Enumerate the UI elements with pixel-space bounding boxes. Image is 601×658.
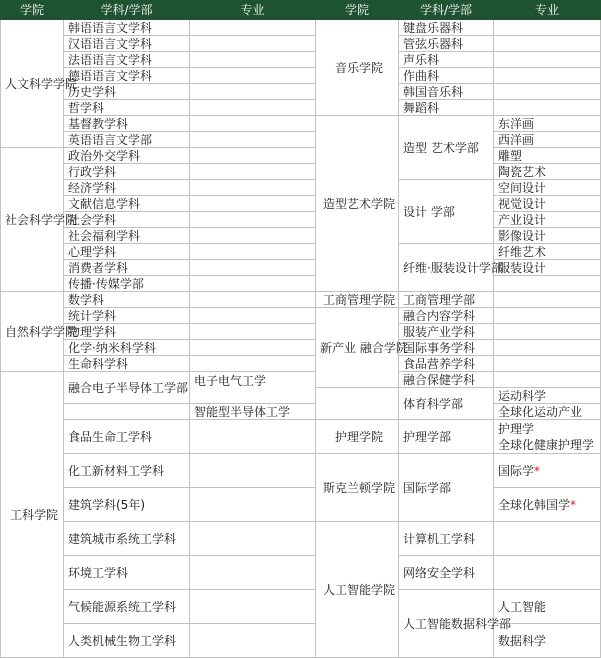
major-cell (190, 20, 316, 36)
department-cell: 网络安全学科 (399, 556, 494, 590)
star-mark: * (534, 463, 541, 478)
department-cell: 环境工学科 (64, 556, 190, 590)
department-cell: 韩语语言文学科 (64, 20, 190, 36)
major-cell: 运动科学 (494, 388, 601, 404)
major-cell (494, 340, 601, 356)
department-cell: 服装产业学科 (399, 324, 494, 340)
major-cell: 空间设计 (494, 180, 601, 196)
college-scranton: 斯克兰顿学院 (316, 454, 399, 522)
major-nursing: 护理学 (498, 421, 535, 436)
table-row (1, 276, 601, 292)
major-cell (190, 260, 316, 276)
major-cell: 产业设计 (494, 212, 601, 228)
header-major: 专业 (190, 1, 316, 20)
table-row (1, 36, 601, 52)
table-row (1, 196, 601, 212)
department-cell: 物理学科 (64, 324, 190, 340)
table-row (1, 324, 601, 340)
header-college: 学院 (1, 1, 64, 20)
major-cell (190, 308, 316, 324)
major-cell (190, 100, 316, 116)
department-cell: 化学·纳米科学科 (64, 340, 190, 356)
header-major-2: 专业 (494, 1, 601, 20)
major-cell (494, 420, 601, 454)
major-cell: 影像设计 (494, 228, 601, 244)
college-ai: 人工智能学院 (316, 522, 399, 658)
department-cell: 作曲科 (399, 68, 494, 84)
major-cell (190, 180, 316, 196)
major-cell (494, 20, 601, 36)
major-cell (190, 488, 316, 522)
table-row (1, 228, 601, 244)
college-social-sciences: 社会科学学院 (1, 148, 64, 292)
major-cell (190, 132, 316, 148)
major-cell: 视觉设计 (494, 196, 601, 212)
table-row (1, 132, 601, 148)
department-cell: 工商管理学部 (399, 292, 494, 308)
department-cell: 声乐科 (399, 52, 494, 68)
major-cell (190, 164, 316, 180)
college-engineering: 工科学院 (1, 372, 64, 658)
major-cell (190, 356, 316, 372)
major-cell (190, 624, 316, 658)
major-cell: 数据科学 (494, 624, 601, 658)
major-cell (494, 522, 601, 556)
department-cell: 护理学部 (399, 420, 494, 454)
department-cell: 建筑学科(5年) (64, 488, 190, 522)
major-cell (190, 228, 316, 244)
college-humanities: 人文科学学院 (1, 20, 64, 148)
department-cell: 韩国音乐科 (399, 84, 494, 100)
header-college-2: 学院 (316, 1, 399, 20)
major-cell (190, 454, 316, 488)
major-cell (494, 84, 601, 100)
college-sports-blank (316, 388, 399, 420)
star-mark: * (570, 497, 577, 512)
college-fine-arts: 造型艺术学院 (316, 116, 399, 292)
major-cell (494, 454, 601, 488)
department-cell: 消费者学科 (64, 260, 190, 276)
department-cell: 历史学科 (64, 84, 190, 100)
table-row (1, 180, 601, 196)
department-cell: 生命科学科 (64, 356, 190, 372)
table-row (1, 116, 601, 132)
major-cell (494, 292, 601, 308)
major-cell (494, 356, 601, 372)
table-row (1, 590, 601, 624)
major-cell: 人工智能 (494, 590, 601, 624)
department-cell: 融合保健学科 (399, 372, 494, 388)
table-row (1, 308, 601, 324)
table-row (1, 164, 601, 180)
table-row (1, 356, 601, 372)
header-department-2: 学科/学部 (399, 1, 494, 20)
department-cell: 建筑城市系统工学科 (64, 522, 190, 556)
major-cell (190, 68, 316, 84)
major-cell (190, 148, 316, 164)
major-cell (494, 52, 601, 68)
department-cell: 管弦乐器科 (399, 36, 494, 52)
major-cell (190, 324, 316, 340)
major-cell: 智能型半导体工学 (190, 404, 316, 420)
table-row (1, 454, 601, 488)
table-row (1, 20, 601, 36)
major-cell (190, 212, 316, 228)
table-row (1, 420, 601, 454)
major-cell (494, 100, 601, 116)
major-cell (190, 556, 316, 590)
department-cell: 行政学科 (64, 164, 190, 180)
major-cell (190, 52, 316, 68)
table-row (1, 340, 601, 356)
department-cell: 英语语言文学部 (64, 132, 190, 148)
major-cell: 东洋画 (494, 116, 601, 132)
department-cell: 融合内容学科 (399, 308, 494, 324)
major-cell (190, 292, 316, 308)
major-placeholder-cell: 电子电气工学 (190, 372, 316, 404)
college-natural-sciences: 自然科学学院 (1, 292, 64, 372)
major-cell (494, 372, 601, 388)
department-cell: 国际事务学科 (399, 340, 494, 356)
table-row (1, 404, 601, 420)
major-cell (190, 590, 316, 624)
table-row (1, 100, 601, 116)
department-cell: 键盘乐器科 (399, 20, 494, 36)
department-cell: 基督教学科 (64, 116, 190, 132)
table-row (1, 488, 601, 522)
department-cell: 计算机工学科 (399, 522, 494, 556)
department-cell: 心理学科 (64, 244, 190, 260)
department-cell: 食品营养学科 (399, 356, 494, 372)
major-cell (494, 488, 601, 522)
major-cell: 全球化运动产业 (494, 404, 601, 420)
table-row (1, 68, 601, 84)
major-cell: 陶瓷艺术 (494, 164, 601, 180)
department-ai-data: 人工智能数据科学部 (399, 590, 494, 658)
major-international: 国际学 (498, 463, 535, 478)
major-cell (494, 68, 601, 84)
department-cell: 人类机械生物工学科 (64, 624, 190, 658)
college-music: 音乐学院 (316, 20, 399, 116)
table-row (1, 148, 601, 164)
department-cell: 政治外交学科 (64, 148, 190, 164)
department-cell: 气候能源系统工学科 (64, 590, 190, 624)
college-nursing: 护理学院 (316, 420, 399, 454)
department-cell: 食品生命工学科 (64, 420, 190, 454)
major-cell (190, 244, 316, 260)
table-row (1, 84, 601, 100)
major-cell (190, 522, 316, 556)
major-cell: 雕塑 (494, 148, 601, 164)
department-design: 设计 学部 (399, 180, 494, 244)
major-cell (494, 324, 601, 340)
department-cell (64, 404, 190, 420)
department-cell: 汉语语言文学科 (64, 36, 190, 52)
major-cell (190, 196, 316, 212)
major-cell (190, 84, 316, 100)
department-cell: 社会学科 (64, 212, 190, 228)
table-row (1, 372, 601, 388)
department-cell: 化工新材料工学科 (64, 454, 190, 488)
department-cell: 经济学科 (64, 180, 190, 196)
department-semiconductor: 融合电子半导体工学部 (64, 372, 190, 404)
college-new-industry: 新产业 融合学院 (316, 308, 399, 388)
major-cell (190, 420, 316, 454)
department-cell: 德语语言文学科 (64, 68, 190, 84)
table-row (1, 260, 601, 276)
college-business: 工商管理学院 (316, 292, 399, 308)
major-global-health: 全球化健康护理学 (498, 437, 595, 452)
table-row (1, 292, 601, 308)
department-cell: 统计学科 (64, 308, 190, 324)
major-global-korean: 全球化韩国学 (498, 497, 571, 512)
major-cell: 纤维艺术 (494, 244, 601, 260)
major-cell (494, 36, 601, 52)
department-cell: 社会福利学科 (64, 228, 190, 244)
header-row (1, 1, 601, 20)
department-textile: 纤维·服装设计学部 (399, 244, 494, 292)
department-cell: 文献信息学科 (64, 196, 190, 212)
table-row (1, 522, 601, 556)
department-international: 国际学部 (399, 454, 494, 522)
department-cell: 舞蹈科 (399, 100, 494, 116)
header-department: 学科/学部 (64, 1, 190, 20)
department-sports: 体育科学部 (399, 388, 494, 420)
major-cell: 服装设计 (494, 260, 601, 276)
major-cell (494, 308, 601, 324)
major-cell (190, 36, 316, 52)
department-cell: 传播·传媒学部 (64, 276, 190, 292)
table-row (1, 212, 601, 228)
major-cell (190, 116, 316, 132)
department-cell: 哲学科 (64, 100, 190, 116)
major-cell (494, 276, 601, 292)
table-row (1, 556, 601, 590)
table-row (1, 244, 601, 260)
department-cell: 数学科 (64, 292, 190, 308)
department-cell: 法语语言文学科 (64, 52, 190, 68)
major-cell (190, 340, 316, 356)
major-cell: 西洋画 (494, 132, 601, 148)
department-fine-art: 造型 艺术学部 (399, 116, 494, 180)
major-cell (190, 276, 316, 292)
major-cell (494, 556, 601, 590)
table-row (1, 52, 601, 68)
